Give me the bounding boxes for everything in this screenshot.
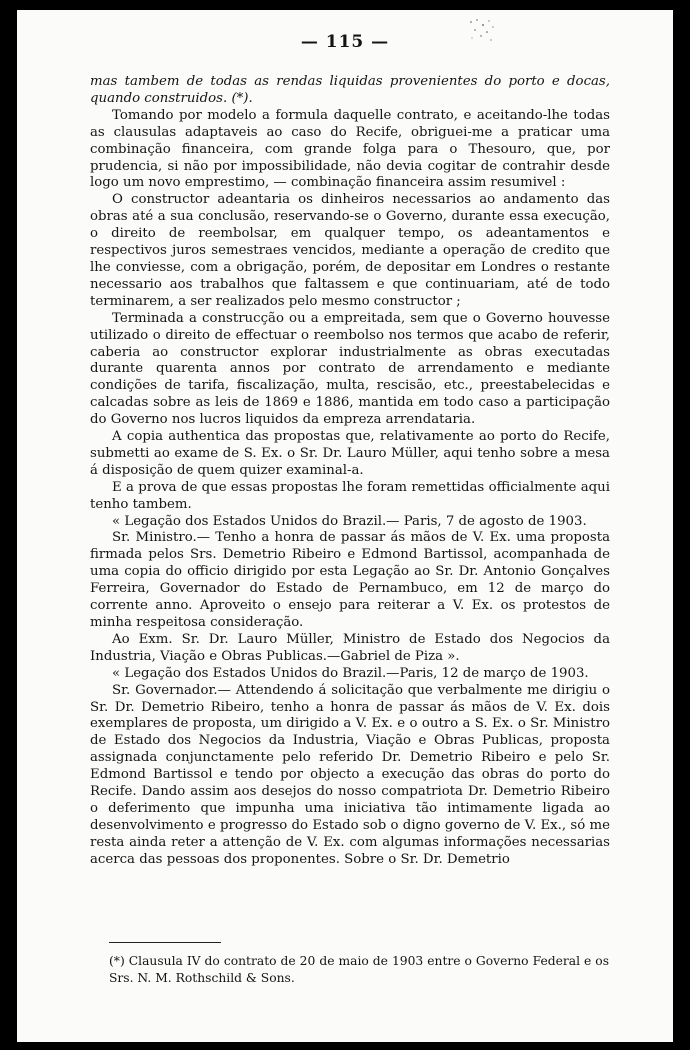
letter-body: Sr. Governador.— Attendendo á solicitação que verbalmente me dirigiu o Sr. Dr. Demetrio Ribeiro, tenho a honra de passar ás mãos de V. Ex. dois exemplares de proposta, um dirigido a V. Ex. e o outro a S. Ex. o Sr. Ministro de Estado dos Negocios da Industria, Viação e Obras Publicas, proposta assignada conjunctamente pelo referido Dr. Demetrio Ribeiro e pelo Sr. Edmond Bartissol e tendo por objecto a execução das obras do porto do Recife. Dando assim aos desejos do nosso compatriota Dr. Demetrio Ribeiro o deferimento que impunha uma iniciativa tão intimamente ligada ao desenvolvimento e progresso do Estado sob o digno governo de V. Ex., só me resta ainda reter a attenção de V. Ex. com algumas informações necessarias acerca das pessoas dos proponentes. Sobre o Sr. Dr. Demetrio — [90, 682, 610, 867]
body-text — [90, 74, 610, 869]
paragraph: O constructor adeantaria os dinheiros necessarios ao andamento das obras até a sua conclusão, reservando-se o Governo, durante essa execução, o direito de reembolsar, em qualquer tempo, os adeantamentos e respectivos juros semestraes vencidos, mediante a operação de credito que lhe conviesse, com a obrigação, porém, de depositar em Londres o restante necessario aos trabalhos que faltassem e que continuariam, até de todo terminarem, a ser realizados pelo mesmo constructor ; — [90, 192, 610, 309]
paragraph: A copia authentica das propostas que, relativamente ao porto do Recife, submetti ao exame de S. Ex. o Sr. Dr. Lauro Müller, aqui tenho sobre a mesa á disposição de quem quizer examinal-a. — [90, 429, 610, 478]
footnote-divider — [109, 942, 221, 943]
letter-header: « Legação dos Estados Unidos do Brazil.—Paris, 12 de março de 1903. — [112, 665, 589, 681]
paragraph: Terminada a construcção ou a empreitada, sem que o Governo houvesse utilizado o direito de effectuar o reembolso nos termos que acabo de referir, caberia ao constructor explorar industrialmente as obras executadas durante quarenta annos por contrato de arrendamento e mediante condições de tarifa, fiscalização, multa, rescisão, etc., preestabelecidas e calcadas sobre as leis de 1869 e 1886, mantida em todo caso a participação do Governo nos lucros liquidos da empreza arrendataria. — [90, 310, 610, 428]
paragraph-continuation: mas tambem de todas as rendas liquidas provenientes do porto e docas, quando construidos. (*). — [90, 74, 610, 106]
book-page — [17, 10, 673, 1042]
letter-addressee: Ao Exm. Sr. Dr. Lauro Müller, Ministro de Estado dos Negocios da Industria, Viação e Obras Publicas.—Gabriel de Piza ». — [90, 631, 610, 664]
letter-body: Sr. Ministro.— Tenho a honra de passar ás mãos de V. Ex. uma proposta firmada pelos Srs. Demetrio Ribeiro e Edmond Bartissol, acompanhada de uma copia do officio dirigido por esta Legação ao Sr. Dr. Antonio Gonçalves Ferreira, Governador do Estado de Pernambuco, em 12 de março do corrente anno. Aproveito o ensejo para reiterar a V. Ex. os protestos de minha respeitosa consideração. — [90, 530, 610, 630]
page-number: — 115 — — [300, 32, 390, 52]
letter-header: « Legação dos Estados Unidos do Brazil.— Paris, 7 de agosto de 1903. — [112, 513, 587, 529]
paragraph: E a prova de que essas propostas lhe foram remettidas officialmente aqui tenho tambem. — [90, 479, 610, 512]
footnote: (*) Clausula IV do contrato de 20 de maio de 1903 entre o Governo Federal e os Srs. N. M. Rothschild & Sons. — [109, 954, 609, 985]
paragraph: Tomando por modelo a formula daquelle contrato, e aceitando-lhe todas as clausulas adaptaveis ao caso do Recife, obriguei-me a praticar uma combinação financeira, com grande folga para o Thesouro, que, por prudencia, si não por impossibilidade, não devia cogitar de contrahir desde logo um novo emprestimo, — combinação financeira assim resumivel : — [90, 107, 610, 191]
